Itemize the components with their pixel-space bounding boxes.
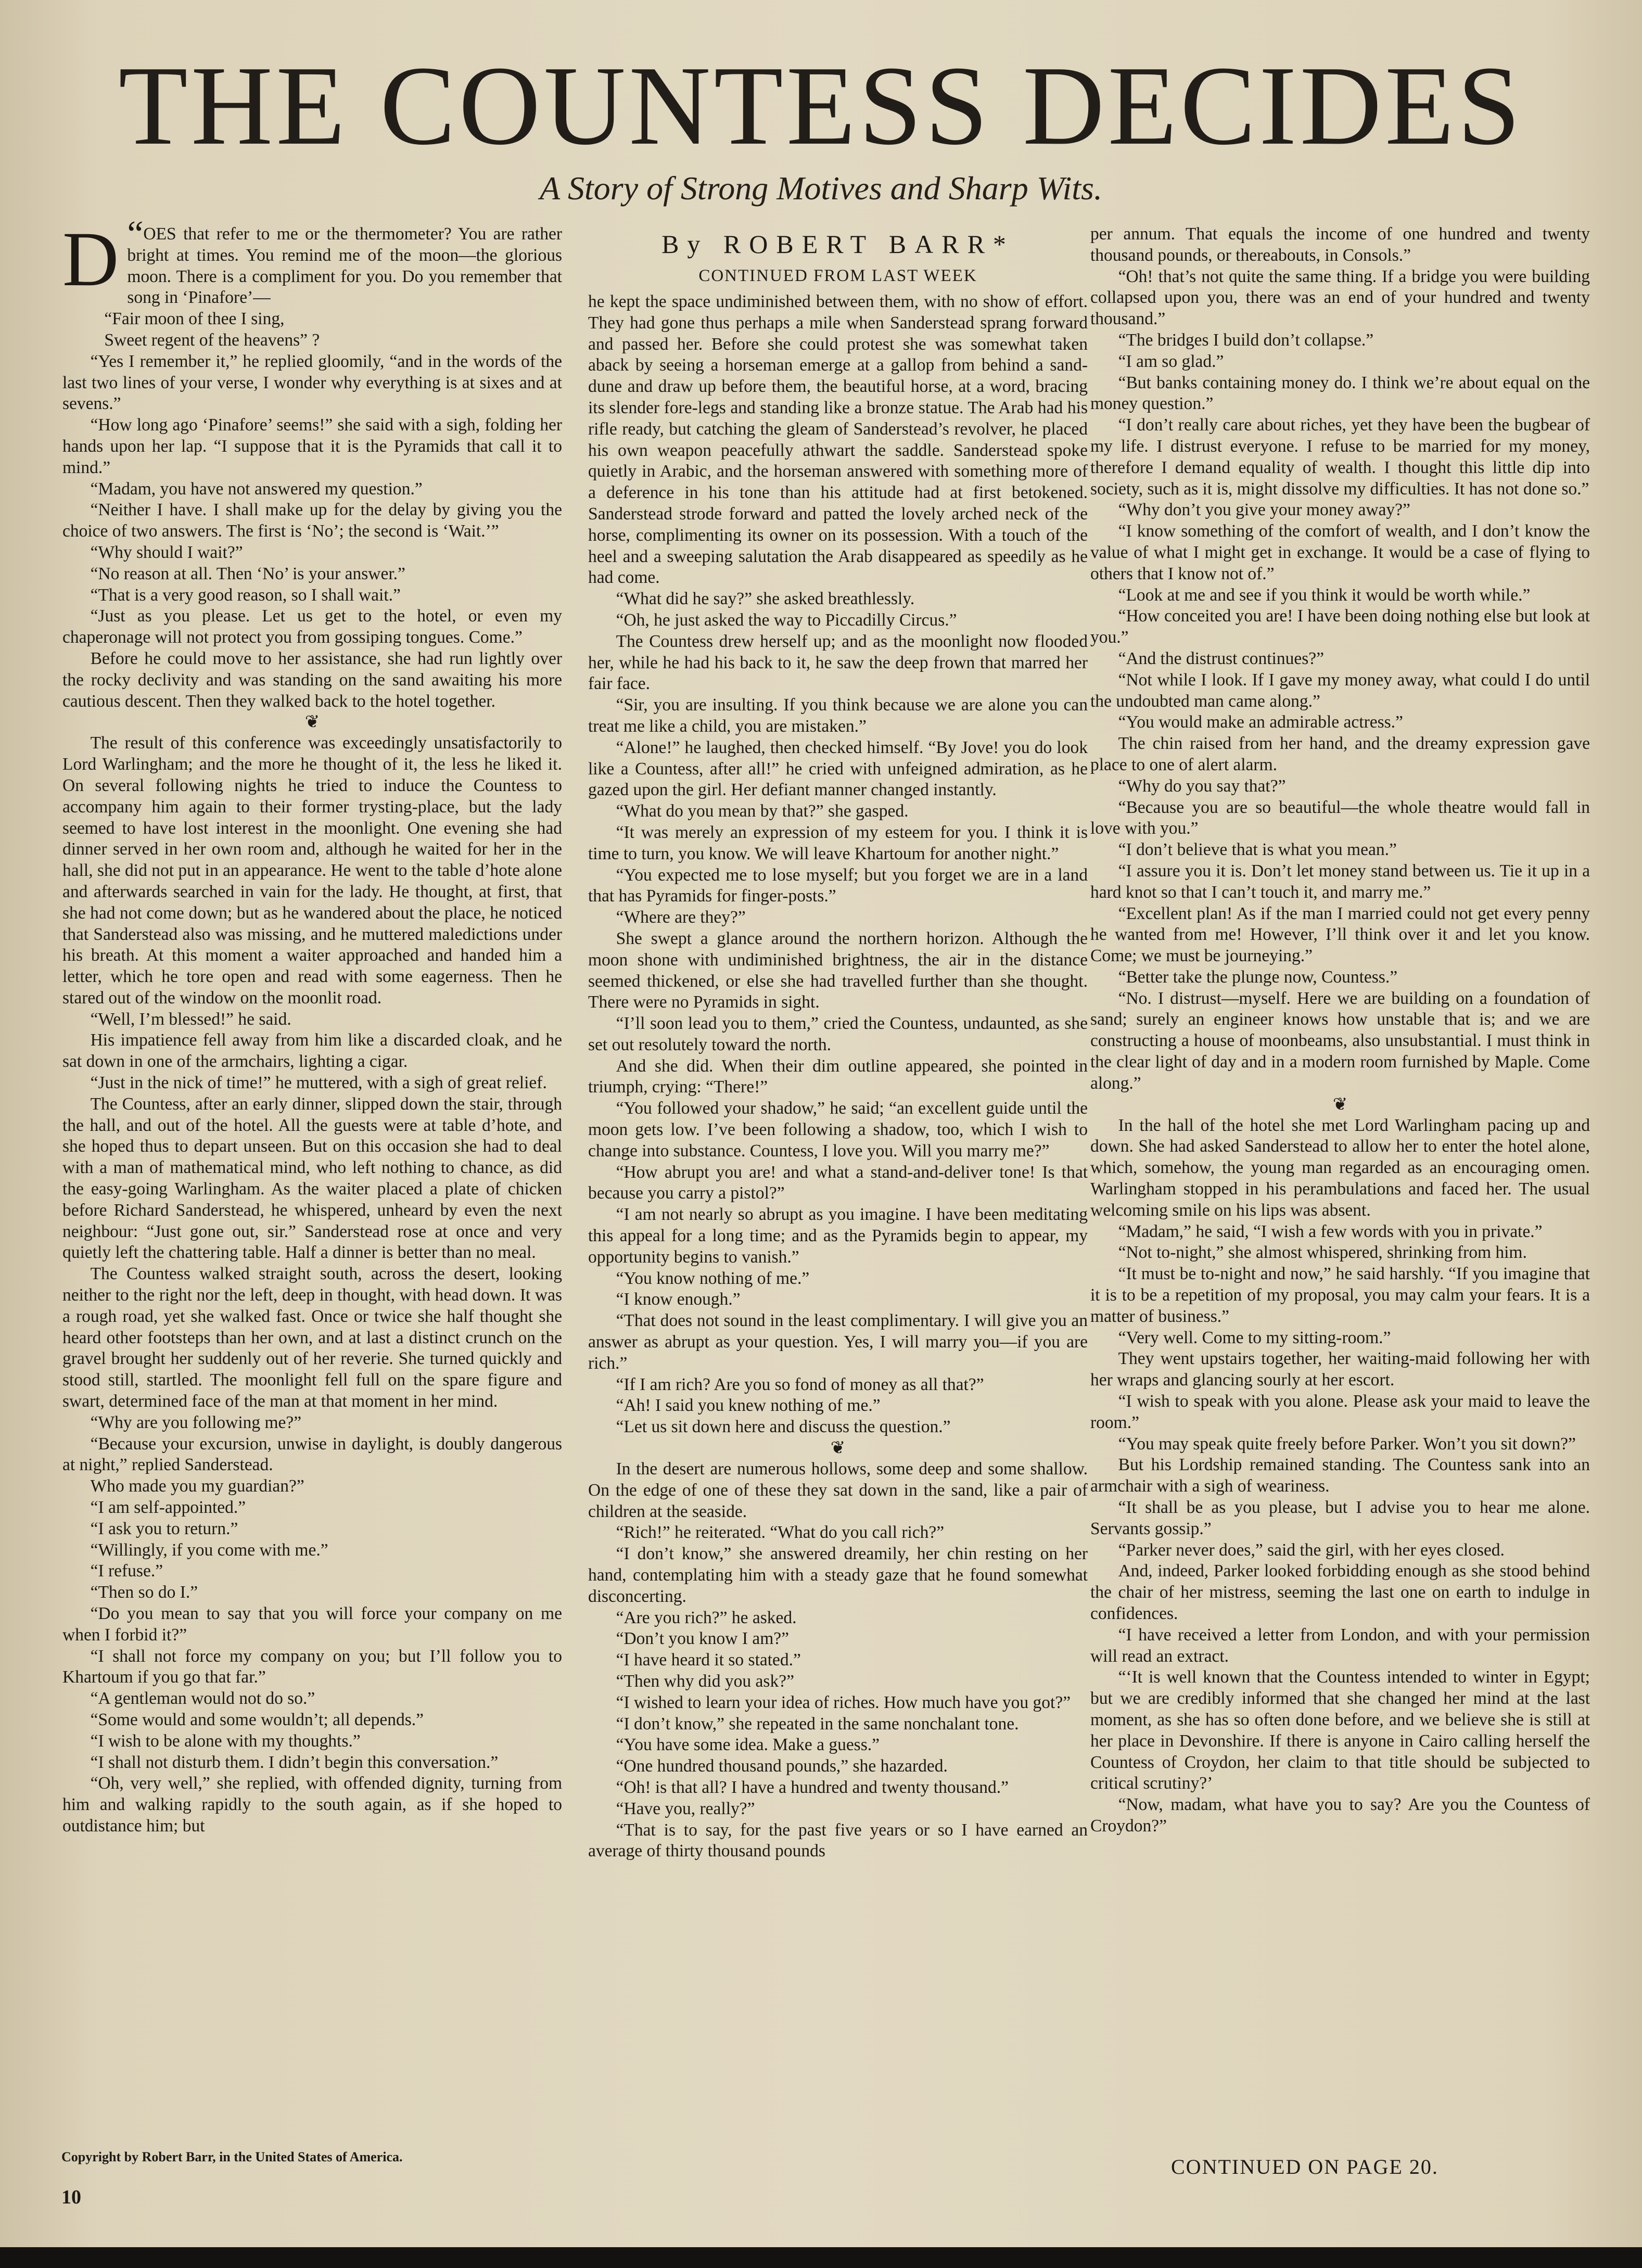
paragraph: “I don’t know,” she repeated in the same nonchalant tone.: [616, 1714, 1019, 1734]
paragraph: “Better take the plunge now, Countess.”: [1118, 967, 1398, 987]
paragraph: But his Lordship remained standing. The Countess sank into an armchair with a sigh of weariness.: [1090, 1455, 1590, 1496]
paragraph: “Madam, you have not answered my question.”: [90, 479, 423, 499]
paragraph: “You followed your shadow,” he said; “an excellent guide until the moon gets low. I’ve been following a shadow, too, which I wish to change into substance. Countess, I love you. Will you marry me?”: [588, 1099, 1088, 1161]
paragraph: “Rich!” he reiterated. “What do you call rich?”: [616, 1523, 945, 1543]
paragraph: “You may speak quite freely before Parker. Won’t you sit down?”: [1118, 1434, 1576, 1454]
paragraph: “Some would and some wouldn’t; all depends.”: [90, 1710, 424, 1729]
paragraph: The Countess drew herself up; and as the moonlight now flooded her, while he had his back to it, he saw the deep frown that marred her fair face.: [588, 631, 1088, 694]
section-ornament: ❦: [830, 1438, 846, 1458]
paragraph: “Just as you please. Let us get to the hotel, or even my chaperonage will not protect you from gossiping tongues. Come.”: [62, 606, 562, 647]
paragraph: “Oh! that’s not quite the same thing. If a bridge you were building collapsed upon you, there was an end of your hundred and twenty thousand.”: [1090, 266, 1590, 329]
page-number: 10: [61, 2186, 81, 2208]
paragraph: “Do you mean to say that you will force your company on me when I forbid it?”: [62, 1604, 562, 1645]
paragraph: “A gentleman would not do so.”: [90, 1689, 315, 1709]
paragraph: “You would make an admirable actress.”: [1118, 712, 1403, 732]
paragraph: “Yes I remember it,” he replied gloomily, “and in the words of the last two lines of your verse, I wonder why everything is at sixes and at sevens.”: [62, 351, 562, 414]
paragraph: “I shall not force my company on you; but I’ll follow you to Khartoum if you go that far.”: [62, 1646, 562, 1687]
paragraph: “How abrupt you are! and what a stand-and-deliver tone! Is that because you carry a pistol?”: [588, 1162, 1088, 1203]
paragraph: “What do you mean by that?” she gasped.: [616, 801, 909, 821]
paragraph: “It shall be as you please, but I advise you to hear me alone. Servants gossip.”: [1090, 1498, 1590, 1538]
paragraph: “Look at me and see if you think it would be worth while.”: [1118, 585, 1531, 605]
section-ornament: ❦: [1332, 1094, 1348, 1114]
paragraph: “And the distrust continues?”: [1118, 648, 1324, 668]
continued-from-notice: CONTINUED FROM LAST WEEK: [698, 266, 977, 285]
byline: By ROBERT BARR*: [661, 230, 1014, 259]
paragraph: “What did he say?” she asked breathlessly.: [616, 589, 915, 609]
paragraph: per annum. That equals the income of one hundred and twenty thousand pounds, or thereabouts, in Consols.”: [1090, 224, 1590, 265]
paragraph: “The bridges I build don’t collapse.”: [1118, 330, 1374, 350]
paragraph: “You have some idea. Make a guess.”: [616, 1735, 880, 1755]
paragraph: And she did. When their dim outline appeared, she pointed in triumph, crying: “There!”: [588, 1056, 1088, 1097]
paragraph: “I am not nearly so abrupt as you imagine. I have been meditating this appeal for a long time; and as the Pyramids begin to appear, my opportunity begins to vanish.”: [588, 1205, 1088, 1267]
poem-line: Sweet regent of the heavens” ?: [104, 330, 320, 350]
story-title: THE COUNTESS DECIDES: [118, 43, 1524, 169]
paragraph: “Now, madam, what have you to say? Are you the Countess of Croydon?”: [1090, 1795, 1590, 1836]
poem-line: “Fair moon of thee I sing,: [104, 309, 285, 329]
paragraph: “It must be to-night and now,” he said harshly. “If you imagine that it is to be a repetition of my proposal, you may calm your fears. It is a matter of business.”: [1090, 1264, 1590, 1326]
paragraph: And, indeed, Parker looked forbidding enough as she stood behind the chair of her mistress, seeming the last one on earth to indulge in confidences.: [1090, 1561, 1590, 1623]
paragraph: “I don’t really care about riches, yet they have been the bugbear of my life. I distrust everyone. I refuse to be married for my money, therefore I demand equality of wealth. I thought this little dip into society, such as it is, might dissolve my difficulties. It has not done so.”: [1090, 415, 1590, 499]
paragraph: “Because your excursion, unwise in daylight, is doubly dangerous at night,” replied Sanderstead.: [62, 1434, 562, 1475]
paragraph: “It was merely an expression of my esteem for you. I think it is time to turn, you know. We will leave Khartoum for another night.”: [588, 822, 1088, 863]
paragraph: His impatience fell away from him like a discarded cloak, and he sat down in one of the armchairs, lighting a cigar.: [62, 1030, 562, 1072]
paragraph: “I don’t know,” she answered dreamily, her chin resting on her hand, contemplating him with a steady gaze that he found somewhat disconcerting.: [588, 1544, 1088, 1606]
paragraph: The Countess walked straight south, across the desert, looking neither to the right nor the left, deep in thought, with head down. It was a rough road, yet she walked fast. Once or twice she half thought she heard other footsteps than her own, and at last a distinct crunch on the gravel brought her suddenly out of her reverie. She turned quickly and stood still, startled. The moonlight fell full on the spare figure and swart, determined face of the man at that moment in her mind.: [62, 1264, 562, 1411]
paragraph: “One hundred thousand pounds,” she hazarded.: [616, 1756, 948, 1776]
paragraph: Who made you my guardian?”: [90, 1476, 304, 1496]
text-column-2: [588, 291, 1088, 1862]
paragraph: “I shall not disturb them. I didn’t begin this conversation.”: [90, 1752, 499, 1772]
paragraph: “Just in the nick of time!” he muttered, with a sigh of great relief.: [90, 1073, 547, 1093]
paragraph: She swept a glance around the northern horizon. Although the moon shone with undiminished brightness, the air in the distance seemed thickened, or else she had travelled further than she thought. There were no Pyramids in sight.: [588, 928, 1088, 1012]
paragraph: “Oh, he just asked the way to Piccadilly Circus.”: [616, 610, 957, 630]
paragraph: “Ah! I said you knew nothing of me.”: [616, 1396, 881, 1416]
paragraph: “Where are they?”: [616, 908, 746, 927]
paragraph: “Why don’t you give your money away?”: [1118, 500, 1410, 520]
paragraph: “I ask you to return.”: [90, 1519, 238, 1538]
paragraph: “I am so glad.”: [1118, 351, 1224, 371]
text-column-1: [62, 214, 563, 1837]
paragraph: “Why are you following me?”: [90, 1412, 302, 1432]
paragraph: The Countess, after an early dinner, slipped down the stair, through the hall, and out of the hotel. All the guests were at table d’hote, and she hoped thus to depart unseen. But on this occasion she had to deal with a man of mathematical mind, who left nothing to chance, as did the easy-going Warlingham. As the waiter placed a plate of chicken before Richard Sanderstead, he whispered, unheard by even the next neighbour: “Just gone out, sir.” Sanderstead rose at once and very quietly left the chattering table. Half a dinner is better than no meal.: [62, 1094, 562, 1263]
continued-on-notice: CONTINUED ON PAGE 20.: [1171, 2155, 1439, 2178]
paragraph: “I refuse.”: [90, 1561, 163, 1581]
opening-paragraph: [62, 214, 562, 309]
paragraph: “Sir, you are insulting. If you think because we are alone you can treat me like a child, you are mistaken.”: [588, 695, 1088, 736]
paragraph: The chin raised from her hand, and the dreamy expression gave place to one of alert alarm.: [1090, 734, 1590, 774]
open-quote: “: [127, 214, 144, 254]
paragraph: In the desert are numerous hollows, some deep and some shallow. On the edge of one of these they sat down in the sand, like a pair of children at the seaside.: [588, 1459, 1088, 1521]
paragraph: “Well, I’m blessed!” he said.: [90, 1009, 291, 1029]
paragraph: “Neither I have. I shall make up for the delay by giving you the choice of two answers. The first is ‘No’; the second is ‘Wait.’”: [62, 500, 562, 541]
paragraph: “I have heard it so stated.”: [616, 1650, 801, 1670]
paragraph: “‘It is well known that the Countess intended to winter in Egypt; but we are credibly informed that she changed her mind at the last moment, as she has so often done before, and we believe she is still at her place in Devonshire. If there is anyone in Cairo calling herself the Countess of Croydon, her claim to that title should be subjected to critical scrutiny?’: [1090, 1667, 1590, 1793]
paragraph: The result of this conference was exceedingly unsatisfactorily to Lord Warlingham; and the more he thought of it, the less he liked it. On several following nights he tried to induce the Countess to accompany him again to their former trysting-place, but the lady seemed to have lost interest in the moonlight. One evening she had dinner served in her own room and, although he waited for her in the hall, she did not put in an appearance. He went to the table d’hote alone and afterwards searched in vain for the lady. He thought, at first, that she had not come down; but as he wandered about the place, he noticed that Sanderstead also was missing, and he muttered maledictions under his breath. At this moment a waiter approached and handed him a letter, which he tore open and read with some eagerness. Then he stared out of the window on the moonlit road.: [62, 733, 563, 1008]
paragraph: “I wish to be alone with my thoughts.”: [90, 1731, 361, 1751]
paragraph: “Oh, very well,” she replied, with offended dignity, turning from him and walking rapidly to the south again, as if she hoped to outdistance him; but: [62, 1774, 562, 1836]
paragraph: “I wished to learn your idea of riches. How much have you got?”: [616, 1692, 1071, 1712]
paragraph: “That is to say, for the past five years or so I have earned an average of thirty thousand pounds: [588, 1820, 1088, 1861]
paragraph: They went upstairs together, her waiting-maid following her with her wraps and glancing sourly at her escort.: [1090, 1349, 1590, 1390]
paragraph: “I assure you it is. Don’t let money stand between us. Tie it up in a hard knot so that I can’t touch it, and marry me.”: [1090, 861, 1590, 902]
paragraph: “If I am rich? Are you so fond of money as all that?”: [616, 1374, 984, 1394]
scan-edge-bar: [0, 2247, 1642, 2268]
paragraph: “You know nothing of me.”: [616, 1268, 810, 1288]
paragraph: “Willingly, if you come with me.”: [90, 1540, 328, 1560]
paragraph: “You expected me to lose myself; but you forget we are in a land that has Pyramids for finger-posts.”: [588, 865, 1088, 906]
paragraph: “How long ago ‘Pinafore’ seems!” she said with a sigh, folding her hands upon her lap. “I suppose that it is the Pyramids that call it to mind.”: [62, 415, 562, 477]
paragraph: “I don’t believe that is what you mean.”: [1118, 840, 1397, 860]
paragraph: “Are you rich?” he asked.: [616, 1608, 797, 1627]
paragraph: “Parker never does,” said the girl, with her eyes closed.: [1118, 1540, 1505, 1560]
paragraph: “That is a very good reason, so I shall wait.”: [90, 585, 401, 605]
paragraph: “Have you, really?”: [616, 1799, 755, 1818]
paragraph: “I have received a letter from London, and with your permission will read an extract.: [1090, 1625, 1590, 1666]
paragraph: “Why do you say that?”: [1118, 776, 1286, 796]
paragraph: “Very well. Come to my sitting-room.”: [1118, 1328, 1391, 1347]
paragraph: “Oh! is that all? I have a hundred and twenty thousand.”: [616, 1777, 1009, 1797]
story-subtitle: A Story of Strong Motives and Sharp Wits.: [540, 170, 1102, 207]
paragraph: “No reason at all. Then ‘No’ is your answer.”: [90, 564, 405, 583]
paragraph: “I know enough.”: [616, 1290, 741, 1309]
paragraph: “That does not sound in the least complimentary. I will give you an answer as abrupt as your question. Yes, I will marry you—if you are rich.”: [588, 1311, 1088, 1373]
text-column-3: [1090, 224, 1590, 1837]
section-ornament: ❦: [304, 712, 320, 732]
paragraph: “Then why did you ask?”: [616, 1672, 794, 1691]
paragraph: “Not while I look. If I gave my money away, what could I do until the undoubted man came along.”: [1090, 670, 1590, 711]
paragraph: “Not to-night,” she almost whispered, shrinking from him.: [1118, 1243, 1527, 1263]
paragraph: In the hall of the hotel she met Lord Warlingham pacing up and down. She had asked Sanderstead to allow her to enter the hotel alone, which, somehow, the young man regarded as an encouraging omen. Warlingham stopped in his perambulations and faced her. The usual welcoming smile on his lips was absent.: [1090, 1115, 1590, 1220]
paragraph: “No. I distrust—myself. Here we are building on a foundation of sand; surely an engineer knows how unstable that is; and we are constructing a house of moonbeams, also unsubstantial. I must think in the clear light of day and in a modern room furnished by Maple. Come along.”: [1090, 988, 1590, 1093]
paragraph: “Alone!” he laughed, then checked himself. “By Jove! you do look like a Countess, after all!” he cried with unfeigned admiration, as he gazed upon the girl. Her defiant manner changed instantly.: [588, 737, 1088, 800]
paragraph: “Then so do I.”: [90, 1583, 198, 1602]
paragraph: he kept the space undiminished between them, with no show of effort. They had gone thus perhaps a mile when Sanderstead sprang forward and passed her. Before she could protest she was somewhat taken aback by seeing a horseman emerge at a gallop from behind a sand-dune and draw up before them, the beautiful horse, at a word, bracing its slender fore-legs and standing like a bronze statue. The Arab had his rifle ready, but catching the gleam of Sanderstead’s revolver, he placed his own weapon peacefully athwart the saddle. Sanderstead spoke quietly in Arabic, and the horseman answered with something more of a deference in his tone than his attitude had at first betokened. Sanderstead strode forward and patted the lovely arched neck of the horse, complimenting its owner on its possession. With a touch of the heel and a sweeping salutation the Arab disappeared as speedily as he had come.: [588, 292, 1088, 588]
paragraph: “Madam,” he said, “I wish a few words with you in private.”: [1118, 1221, 1543, 1241]
paragraph: “I know something of the comfort of wealth, and I don’t know the value of what I might get in exchange. It would be a case of flying to others that I know not of.”: [1090, 521, 1590, 583]
paragraph: “How conceited you are! I have been doing nothing else but look at you.”: [1090, 606, 1590, 647]
copyright-notice: Copyright by Robert Barr, in the United States of America.: [61, 2149, 403, 2164]
paragraph: “Why should I wait?”: [90, 542, 243, 562]
paragraph: “Because you are so beautiful—the whole theatre would fall in love with you.”: [1090, 797, 1590, 838]
drop-cap: D: [62, 216, 119, 302]
paragraph: “Excellent plan! As if the man I married could not get every penny he wanted from me! However, I’ll think over it and let you know. Come; we must be journeying.”: [1090, 903, 1590, 966]
paragraph: “Don’t you know I am?”: [616, 1629, 790, 1649]
paragraph: OES that refer to me or the thermometer? You are rather bright at times. You remind me of the moon—the glorious moon. There is a compliment for you. Do you remember that song in ‘Pinafore’—: [127, 224, 562, 308]
paragraph: “But banks containing money do. I think we’re about equal on the money question.”: [1090, 373, 1590, 414]
paragraph: “I’ll soon lead you to them,” cried the Countess, undaunted, as she set out resolutely toward the north.: [588, 1014, 1088, 1054]
paragraph: “I am self-appointed.”: [90, 1498, 246, 1518]
paragraph: Before he could move to her assistance, she had run lightly over the rocky declivity and was standing on the sand awaiting his more cautious descent. Then they walked back to the hotel together.: [62, 648, 562, 711]
paragraph: “Let us sit down here and discuss the question.”: [616, 1417, 951, 1437]
paragraph: “I wish to speak with you alone. Please ask your maid to leave the room.”: [1090, 1392, 1590, 1432]
